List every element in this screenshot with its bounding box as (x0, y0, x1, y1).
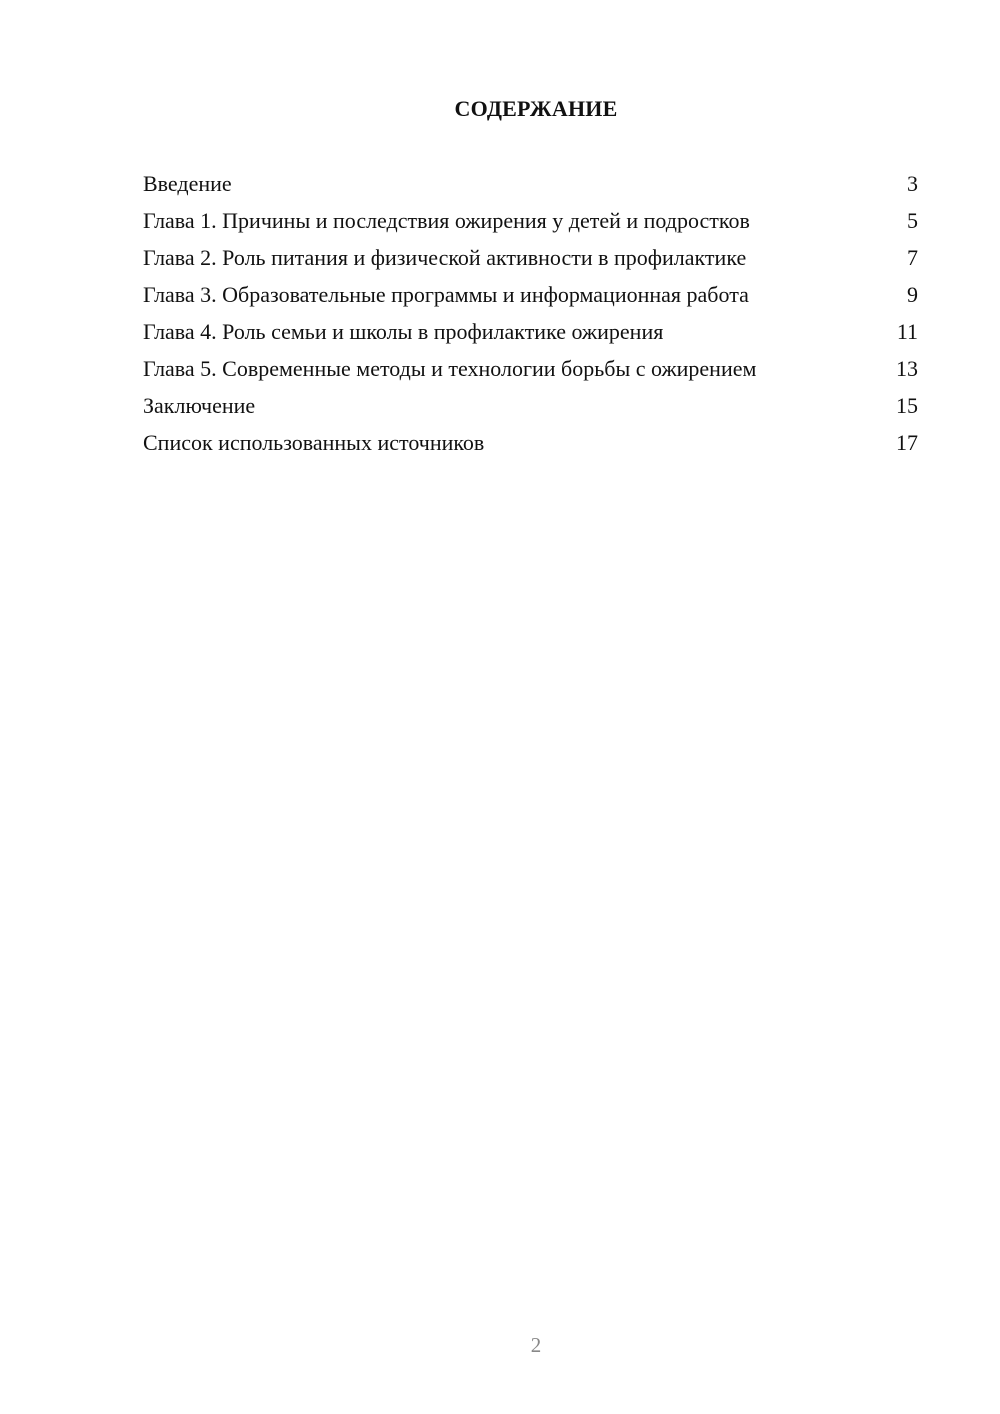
toc-entry-label: Глава 5. Современные методы и технологии борьбы с ожирением (143, 356, 757, 381)
toc-entry-label: Введение (143, 171, 232, 196)
toc-entry-chapter-1[interactable] (143, 207, 918, 234)
table-of-contents (143, 170, 918, 466)
toc-entry-chapter-3[interactable] (143, 281, 918, 308)
toc-entry-label: Глава 1. Причины и последствия ожирения у детей и подростков (143, 208, 750, 233)
toc-entry-label: Глава 2. Роль питания и физической активности в профилактике (143, 245, 747, 270)
toc-title: СОДЕРЖАНИЕ (454, 96, 618, 121)
toc-entry-label: Глава 3. Образовательные программы и информационная работа (143, 282, 749, 307)
toc-entry-label: Список использованных источников (143, 430, 485, 455)
toc-entry-page: 15 (896, 393, 918, 418)
toc-entry-page: 11 (896, 319, 918, 344)
toc-entry-page: 9 (907, 282, 918, 307)
toc-entry-chapter-5[interactable] (143, 355, 918, 382)
toc-entry-page: 5 (907, 208, 918, 233)
toc-entry-chapter-2[interactable] (143, 244, 918, 271)
toc-entry-page: 17 (896, 430, 918, 455)
toc-entry-chapter-4[interactable] (143, 318, 918, 345)
toc-entry-page: 3 (907, 171, 918, 196)
toc-entry-conclusion[interactable] (143, 392, 918, 419)
toc-entry-references[interactable] (143, 429, 918, 456)
page-number: 2 (530, 1333, 542, 1357)
toc-entry-page: 7 (907, 245, 918, 270)
toc-entry-label: Заключение (143, 393, 256, 418)
toc-entry-label: Глава 4. Роль семьи и школы в профилактике ожирения (143, 319, 664, 344)
toc-entry-page: 13 (896, 356, 918, 381)
toc-entry-introduction[interactable] (143, 170, 918, 197)
